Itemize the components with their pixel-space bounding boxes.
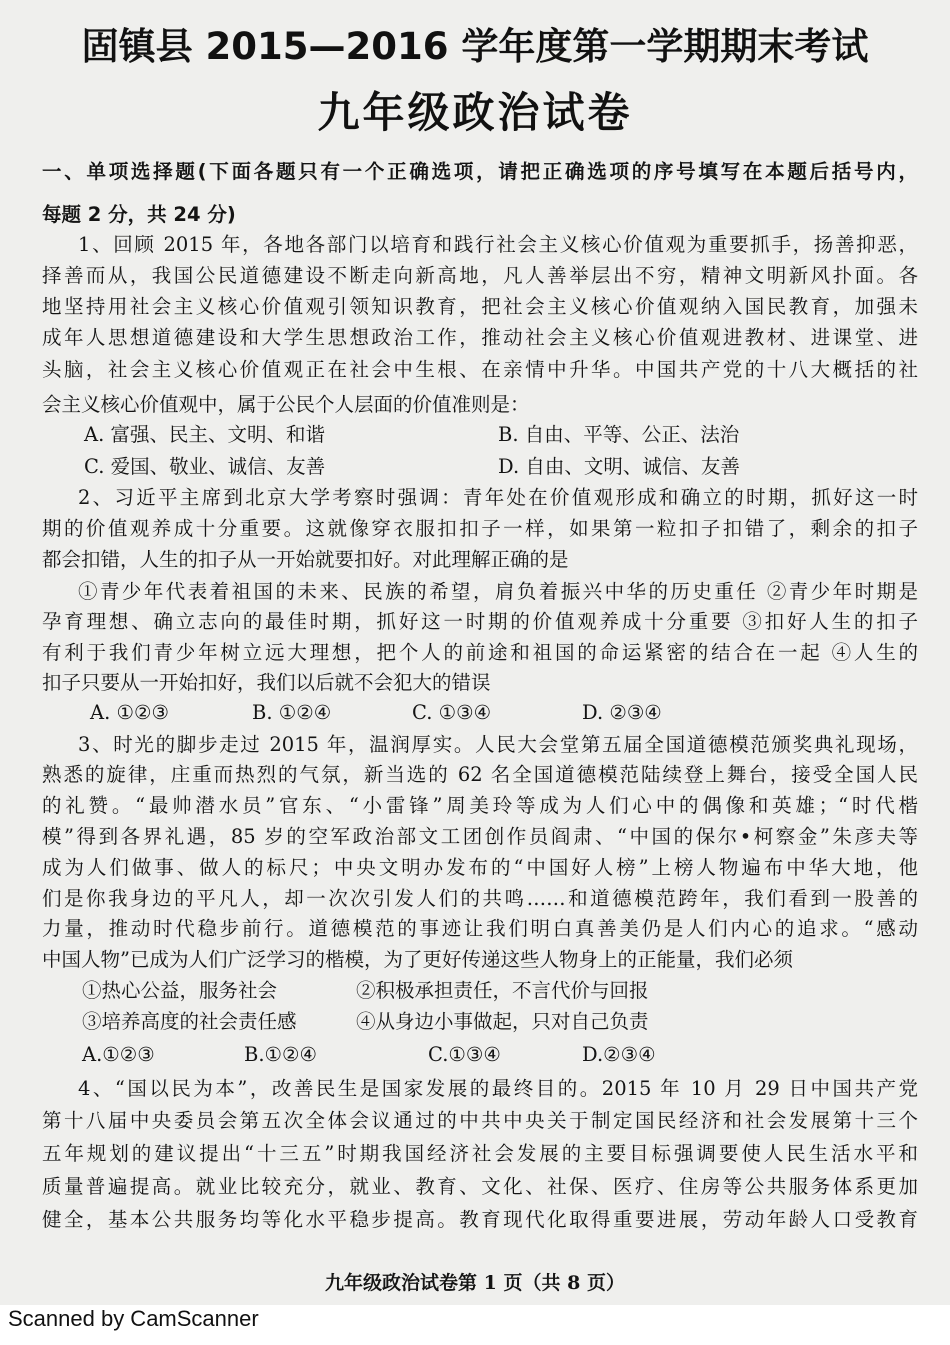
question-2-line: 期的价值观养成十分重要。这就像穿衣服扣扣子一样，如果第一粒扣子扣错了，剩余的扣子 xyxy=(42,517,918,540)
question-2-statement-line: 孕育理想、确立志向的最佳时期，抓好这一时期的价值观养成十分重要 ③扣好人生的扣子 xyxy=(42,610,918,633)
question-1-option-d: D. 自由、文明、诚信、友善 xyxy=(498,455,740,478)
question-3-option-c: C.①③④ xyxy=(428,1043,501,1066)
question-1-line: 头脑，社会主义核心价值观正在社会中生根、在亲情中升华。中国共产党的十八大概括的社 xyxy=(42,358,918,381)
question-4-line: 质量普遍提高。就业比较充分，就业、教育、文化、社保、医疗、住房等公共服务体系更加 xyxy=(42,1175,918,1198)
page-footer: 九年级政治试卷第 1 页（共 8 页） xyxy=(325,1272,625,1294)
section-heading-cont: 每题 2 分，共 24 分) xyxy=(42,203,236,226)
question-1-line: 会主义核心价值观中，属于公民个人层面的价值准则是： xyxy=(42,393,530,416)
question-3-line: 3、时光的脚步走过 2015 年，温润厚实。人民大会堂第五届全国道德模范颁奖典礼现场， xyxy=(78,733,918,756)
question-1-line: 1、回顾 2015 年，各地各部门以培育和践行社会主义核心价值观为重要抓手，扬善抑恶， xyxy=(78,233,918,256)
section-heading: 一、单项选择题(下面各题只有一个正确选项，请把正确选项的序号填写在本题后括号内， xyxy=(42,160,918,183)
question-3-line: 模”得到各界礼遇，85 岁的空军政治部文工团创作员阎肃、“中国的保尔•柯察金”朱彦夫等 xyxy=(42,825,918,848)
question-3-line: 们是你我身边的平凡人，却一次次引发人们的共鸣……和道德模范跨年，我们看到一股善的 xyxy=(42,887,918,910)
question-1-option-b: B. 自由、平等、公正、法治 xyxy=(498,423,740,446)
question-4-line: 4、“国以民为本”，改善民生是国家发展的最终目的。2015 年 10 月 29 日中国共产党 xyxy=(78,1077,918,1100)
question-3-option-a: A.①②③ xyxy=(82,1043,155,1066)
question-2-option-b: B. ①②④ xyxy=(252,701,332,724)
question-1-line: 成年人思想道德建设和大学生思想政治工作，推动社会主义核心价值观进教材、进课堂、进 xyxy=(42,326,918,349)
question-2-option-d: D. ②③④ xyxy=(582,701,662,724)
question-2-statement-line: 扣子只要从一开始扣好，我们以后就不会犯大的错误 xyxy=(42,671,491,694)
question-2-statement-line: 有利于我们青少年树立远大理想，把个人的前途和祖国的命运紧密的结合在一起 ④人生的 xyxy=(42,641,918,664)
question-1-option-a: A. 富强、民主、文明、和谐 xyxy=(84,423,325,446)
question-4-line: 第十八届中央委员会第五次全体会议通过的中共中央关于制定国民经济和社会发展第十三个 xyxy=(42,1109,918,1132)
question-3-line: 中国人物”已成为人们广泛学习的楷模，为了更好传递这些人物身上的正能量，我们必须 xyxy=(42,948,793,971)
question-2-option-a: A. ①②③ xyxy=(90,701,169,724)
question-3-line: 熟悉的旋律，庄重而热烈的气氛，新当选的 62 名全国道德模范陆续登上舞台，接受全国人民 xyxy=(42,763,918,786)
question-3-line: 力量，推动时代稳步前行。道德模范的事迹让我们明白真善美仍是人们内心的追求。“感动 xyxy=(42,917,918,940)
exam-title: 固镇县 2015—2016 学年度第一学期期末考试 xyxy=(81,25,869,68)
question-3-statement-3: ③培养高度的社会责任感 xyxy=(82,1010,297,1033)
question-2-statement-line: ①青少年代表着祖国的未来、民族的希望，肩负着振兴中华的历史重任 ②青少年时期是 xyxy=(78,580,918,603)
question-3-line: 的礼赞。“最帅潜水员”官东、“小雷锋”周美玲等成为人们心中的偶像和英雄；“时代楷 xyxy=(42,794,918,817)
scanner-watermark: Scanned by CamScanner xyxy=(8,1306,259,1331)
question-2-line: 2、习近平主席到北京大学考察时强调：青年处在价值观形成和确立的时期，抓好这一时 xyxy=(78,486,918,509)
question-1-line: 择善而从，我国公民道德建设不断走向新高地，凡人善举层出不穷，精神文明新风扑面。各 xyxy=(42,264,918,287)
question-3-line: 成为人们做事、做人的标尺；中央文明办发布的“中国好人榜”上榜人物遍布中华大地，他 xyxy=(42,856,918,879)
question-1-option-c: C. 爱国、敬业、诚信、友善 xyxy=(84,455,326,478)
question-1-line: 地坚持用社会主义核心价值观引领知识教育，把社会主义核心价值观纳入国民教育，加强未 xyxy=(42,295,918,318)
question-2-option-c: C. ①③④ xyxy=(412,701,492,724)
question-3-statement-1: ①热心公益，服务社会 xyxy=(82,979,278,1002)
question-3-option-d: D.②③④ xyxy=(582,1043,656,1066)
question-3-option-b: B.①②④ xyxy=(244,1043,317,1066)
question-4-line: 五年规划的建议提出“十三五”时期我国经济社会发展的主要目标强调要使人民生活水平和 xyxy=(42,1142,918,1165)
question-2-line: 都会扣错，人生的扣子从一开始就要扣好。对此理解正确的是 xyxy=(42,548,569,571)
question-4-line: 健全，基本公共服务均等化水平稳步提高。教育现代化取得重要进展，劳动年龄人口受教育 xyxy=(42,1208,918,1231)
question-3-statement-2: ②积极承担责任，不言代价与回报 xyxy=(356,979,649,1002)
exam-subtitle: 九年级政治试卷 xyxy=(317,88,633,137)
question-3-statement-4: ④从身边小事做起，只对自己负责 xyxy=(356,1010,649,1033)
